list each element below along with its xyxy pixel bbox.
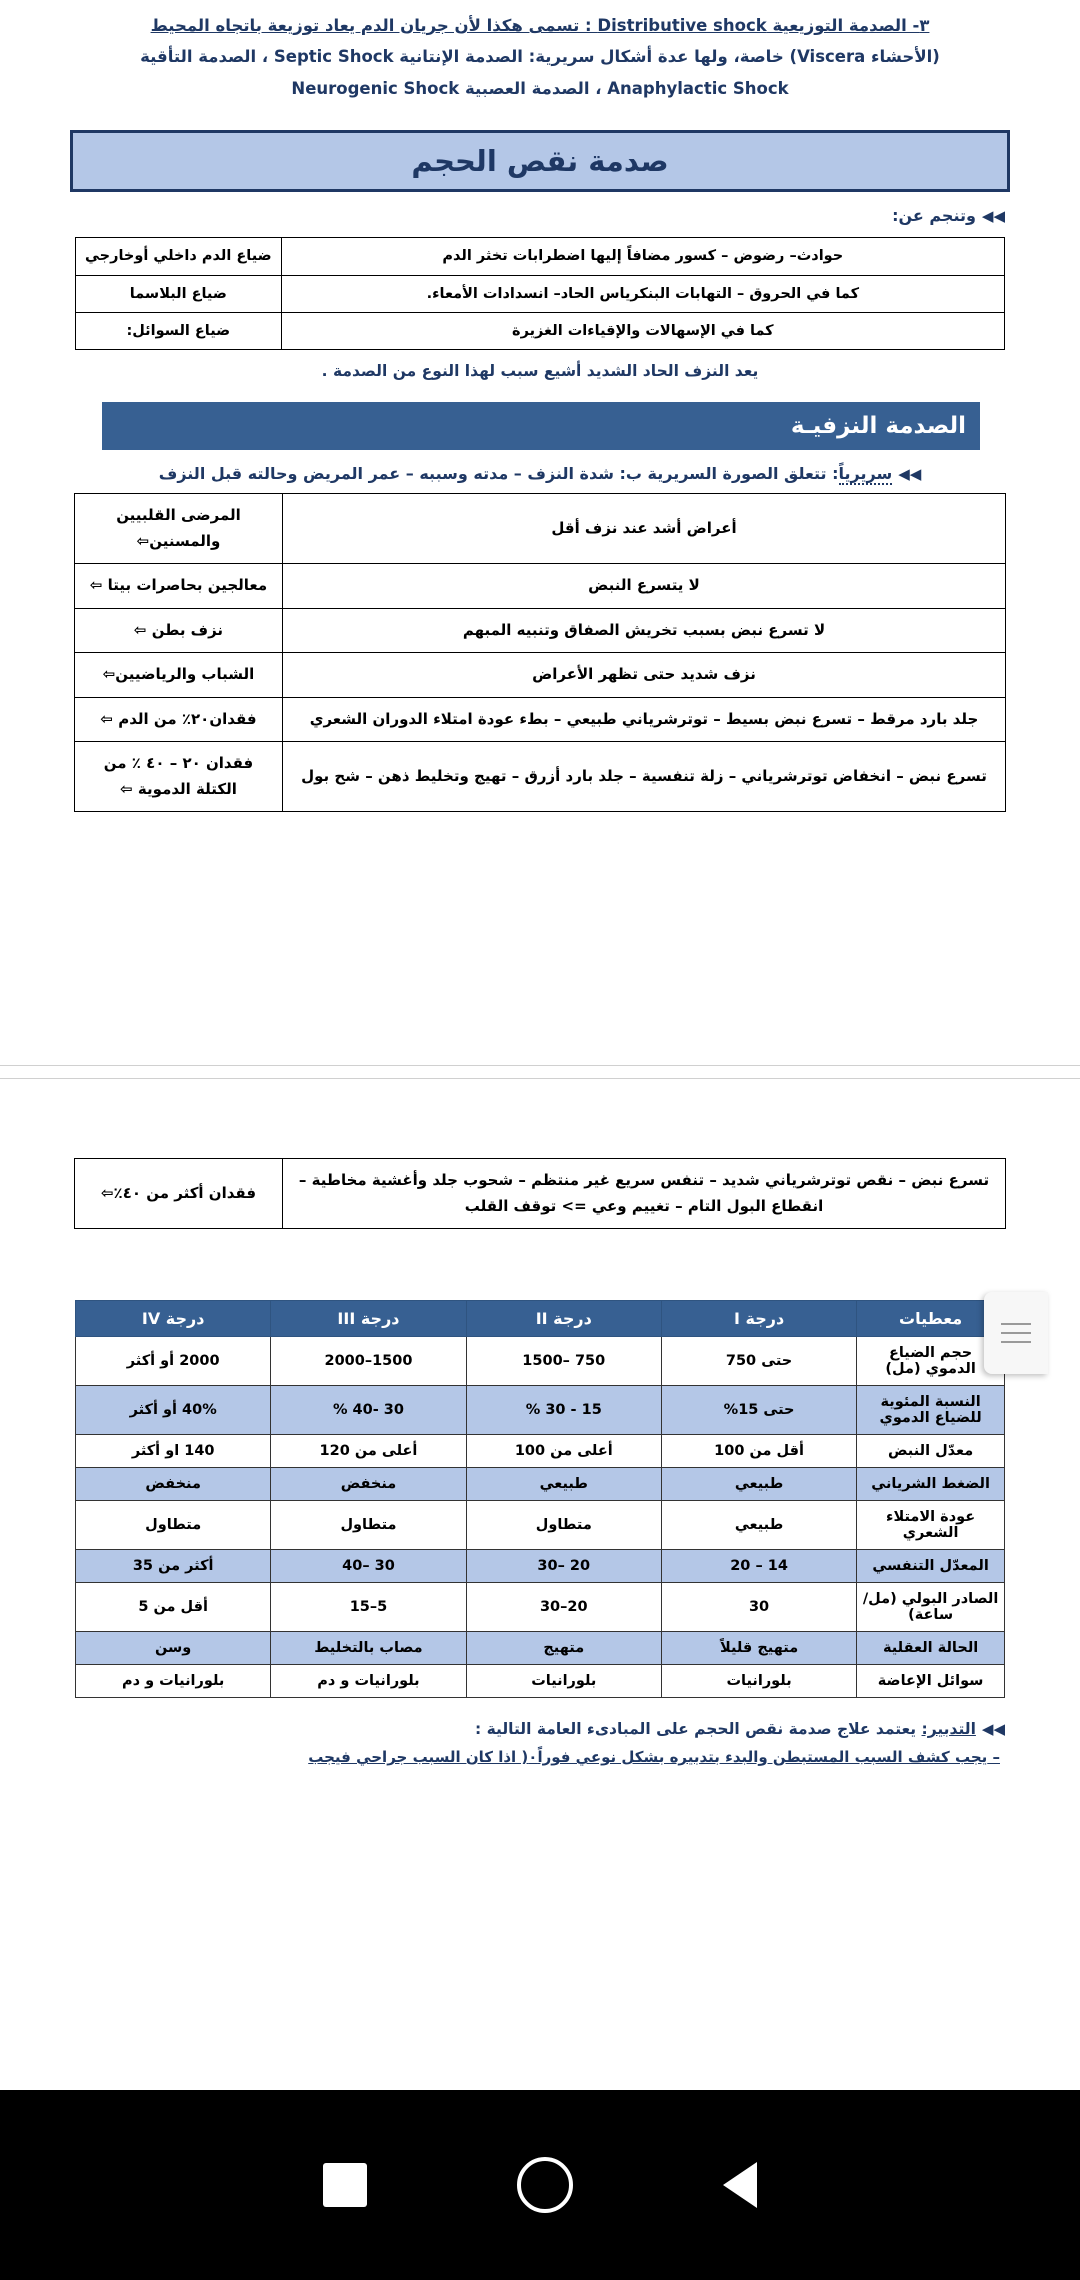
table-row <box>76 1435 1005 1468</box>
column-header-data: معطيات <box>857 1301 1005 1337</box>
clinical-text: : تتعلق الصورة السريرية ب: شدة النزف – مدته وسببه – عمر المريض وحالته قبل النزف <box>158 464 839 484</box>
back-button-icon[interactable] <box>723 2162 757 2208</box>
cell-value: تسرع نبض – نقص توترشرياني شديد – تنفس سريع غير منتظم – شحوب جلد وأغشية مخاطية – انقطاع البول التام – تغييم وعي => توقف القلب <box>283 1159 1006 1229</box>
table-row <box>75 564 1006 609</box>
cell-grade-4: أكثر من 35 <box>76 1550 271 1583</box>
table-row <box>76 1386 1005 1435</box>
row-label: عودة الامتلاء الشعري <box>857 1501 1005 1550</box>
sub-text: يجب كشف السبب المستبطن والبدء بتدبيره بشكل نوعي فوراً٠( اذا كان السبب جراحي فيجب <box>308 1748 988 1766</box>
cell-value: لا يتسرع النبض <box>283 564 1006 609</box>
cell-grade-2: أعلى من 100 <box>466 1435 661 1468</box>
cell-grade-3: 30 -40 % <box>271 1386 466 1435</box>
cell-value: نزف شديد حتى تظهر الأعراض <box>283 653 1006 698</box>
bullet-caused-by <box>75 206 1005 225</box>
table-row <box>76 1501 1005 1550</box>
management-text: يعتمد علاج صدمة نقص الحجم على المبادىء العامة التالية : <box>475 1720 917 1738</box>
table-row <box>76 238 1005 275</box>
cell-grade-2: 20 –30 <box>466 1550 661 1583</box>
cell-grade-4: بلورانيات و دم <box>76 1665 271 1698</box>
cell-value: جلد بارد مرقط – تسرع نبض بسيط – توترشرياني طبيعي – بطء عودة امتلاء الدوران الشعري <box>283 697 1006 742</box>
cell-value: حوادث– رضوض – كسور مضافاً إليها اضطرابات تخثر الدم <box>281 238 1004 275</box>
cell-grade-1: طبيعي <box>661 1501 856 1550</box>
cell-grade-4: 2000 أو أكثر <box>76 1337 271 1386</box>
bullet-caused-by-label: وتنجم عن: <box>892 206 976 226</box>
page-break-divider <box>0 1065 1080 1079</box>
home-button-icon[interactable] <box>517 2157 573 2213</box>
section-banner-title-2: الصدمة النزفيـة <box>790 413 966 440</box>
cell-value: كما في الحروق – التهابات البنكرياس الحاد– انسدادات الأمعاء. <box>281 275 1004 312</box>
table-row <box>75 608 1006 653</box>
table-row <box>75 742 1006 812</box>
cell-grade-1: 14 – 20 <box>661 1550 856 1583</box>
handle-line-icon <box>1001 1323 1031 1325</box>
table-row <box>75 1159 1006 1229</box>
note-most-common-cause: يعد النزف الحاد الشديد أشيع سبب لهذا النوع من الصدمة . <box>321 362 759 381</box>
clinical-label: سريرياً <box>838 464 893 484</box>
footer-sub-bullet <box>80 1748 1000 1766</box>
table-row <box>75 494 1006 564</box>
shock-grading-table <box>75 1300 1005 1698</box>
bullet-arrow-icon: ◀◀ <box>981 207 1005 226</box>
sub-dash: – <box>992 1748 1000 1766</box>
cell-grade-1: حتى 750 <box>661 1337 856 1386</box>
row-label: معدّل النبض <box>857 1435 1005 1468</box>
cell-label: المرضى القلبيين والمسنين⇦ <box>75 494 283 564</box>
cell-label: الشباب والرياضيين⇦ <box>75 653 283 698</box>
cell-grade-3: منخفض <box>271 1468 466 1501</box>
cell-grade-4: وسن <box>76 1632 271 1665</box>
table-row <box>76 1632 1005 1665</box>
cell-label: فقدان أكثر من ٤٠٪⇦ <box>75 1159 283 1229</box>
row-label: حجم الضياع الدموي (مل) <box>857 1337 1005 1386</box>
android-nav-bar <box>0 2090 1080 2280</box>
cell-grade-1: طبيعي <box>661 1468 856 1501</box>
intro-line-1: ٣- الصدمة التوزيعية Distributive shock : تسمى هكذا لأن جريان الدم يعاد توزيعة باتجاه المحيط <box>150 16 930 35</box>
column-header-grade-1: درجة I <box>661 1301 856 1337</box>
table-row <box>76 1468 1005 1501</box>
cell-label: نزف بطن ⇦ <box>75 608 283 653</box>
cell-label: معالجين بحاصرات بيتا ⇦ <box>75 564 283 609</box>
cell-value: كما في الإسهالات والإقياءات الغزيرة <box>281 312 1004 349</box>
cell-grade-4: 40% أو أكثر <box>76 1386 271 1435</box>
row-label: المعدّل التنفسي <box>857 1550 1005 1583</box>
cell-grade-2: طبيعي <box>466 1468 661 1501</box>
column-header-grade-2: درجة II <box>466 1301 661 1337</box>
table-row <box>76 1665 1005 1698</box>
row-label: الضغط الشرياني <box>857 1468 1005 1501</box>
table-header-row <box>76 1301 1005 1337</box>
footer-management-bullet <box>75 1720 1005 1738</box>
bullet-arrow-icon: ◀◀ <box>981 1720 1005 1738</box>
cell-grade-2: بلورانيات <box>466 1665 661 1698</box>
cell-grade-2: متطاول <box>466 1501 661 1550</box>
causes-table <box>75 237 1005 350</box>
row-label: الصادر البولي (مل/ساعة) <box>857 1583 1005 1632</box>
cell-grade-4: 140 او أكثر <box>76 1435 271 1468</box>
intro-line-2: (الأحشاء Viscera) خاصة، ولها عدة أشكال سريرية: الصدمة الإنتانية Septic Shock ، الصدمة التأقية <box>140 47 940 67</box>
cell-grade-1: أقل من 100 <box>661 1435 856 1468</box>
cell-grade-4: منخفض <box>76 1468 271 1501</box>
cell-grade-3: متطاول <box>271 1501 466 1550</box>
section-banner-hemorrhagic-shock <box>102 402 980 450</box>
cell-grade-1: متهيج قليلاً <box>661 1632 856 1665</box>
recent-apps-button-icon[interactable] <box>323 2163 367 2207</box>
row-label: سوائل الإعاضة <box>857 1665 1005 1698</box>
cell-grade-3: مصاب بالتخليط <box>271 1632 466 1665</box>
handle-line-icon <box>1001 1332 1031 1334</box>
section-banner-hypovolemic-shock <box>70 130 1010 192</box>
cell-grade-1: بلورانيات <box>661 1665 856 1698</box>
table-row <box>76 1550 1005 1583</box>
bullet-arrow-icon: ◀◀ <box>898 465 922 484</box>
table-row <box>75 697 1006 742</box>
cell-grade-3: أعلى من 120 <box>271 1435 466 1468</box>
cell-grade-3: 1500–2000 <box>271 1337 466 1386</box>
bullet-clinical <box>75 464 1005 483</box>
cell-label: ضياع الدم داخلي أوخارجي <box>76 238 282 275</box>
table-row <box>76 312 1005 349</box>
cell-value: تسرع نبض – انخفاض توترشرياني – زلة تنفسية – جلد بارد أزرق – تهيج وتخليط ذهن – شح بول <box>283 742 1006 812</box>
cell-grade-3: 30 –40 <box>271 1550 466 1583</box>
cell-label: ضياع البلاسما <box>76 275 282 312</box>
cell-grade-2: 750 –1500 <box>466 1337 661 1386</box>
table-row <box>76 275 1005 312</box>
cell-grade-4: متطاول <box>76 1501 271 1550</box>
clinical-picture-table <box>74 493 1006 812</box>
cell-grade-2: 20–30 <box>466 1583 661 1632</box>
cell-label: ضياع السوائل: <box>76 312 282 349</box>
table-row <box>76 1583 1005 1632</box>
cell-grade-3: 5–15 <box>271 1583 466 1632</box>
intro-line-3: Anaphylactic Shock ، الصدمة العصبية Neurogenic Shock <box>291 78 789 98</box>
cell-label: فقدان٢٠٪ من الدم ⇦ <box>75 697 283 742</box>
cell-grade-4: أقل من 5 <box>76 1583 271 1632</box>
row-label: الحالة العقلية <box>857 1632 1005 1665</box>
column-header-grade-4: درجة IV <box>76 1301 271 1337</box>
cell-grade-2: متهيج <box>466 1632 661 1665</box>
cell-grade-3: بلورانيات و دم <box>271 1665 466 1698</box>
management-label: التدبير: <box>921 1720 976 1738</box>
handle-line-icon <box>1001 1341 1031 1343</box>
cell-value: أعراض أشد عند نزف أقل <box>283 494 1006 564</box>
cell-label: فقدان ٢٠ – ٤٠ ٪ من الكتلة الدموية ⇦ <box>75 742 283 812</box>
cell-value: لا تسرع نبض بسبب تخريش الصفاق وتنبيه المبهم <box>283 608 1006 653</box>
column-header-grade-3: درجة III <box>271 1301 466 1337</box>
intro-paragraph <box>0 0 1080 104</box>
cell-grade-1: حتى 15% <box>661 1386 856 1435</box>
clinical-picture-continued-table <box>74 1158 1006 1229</box>
scroll-handle-widget[interactable] <box>984 1292 1048 1374</box>
table-row <box>76 1337 1005 1386</box>
cell-grade-2: 15 - 30 % <box>466 1386 661 1435</box>
row-label: النسبة المئوية للضياع الدموي <box>857 1386 1005 1435</box>
section-banner-title: صدمة نقص الحجم <box>411 144 669 179</box>
cell-grade-1: 30 <box>661 1583 856 1632</box>
table-row <box>75 653 1006 698</box>
